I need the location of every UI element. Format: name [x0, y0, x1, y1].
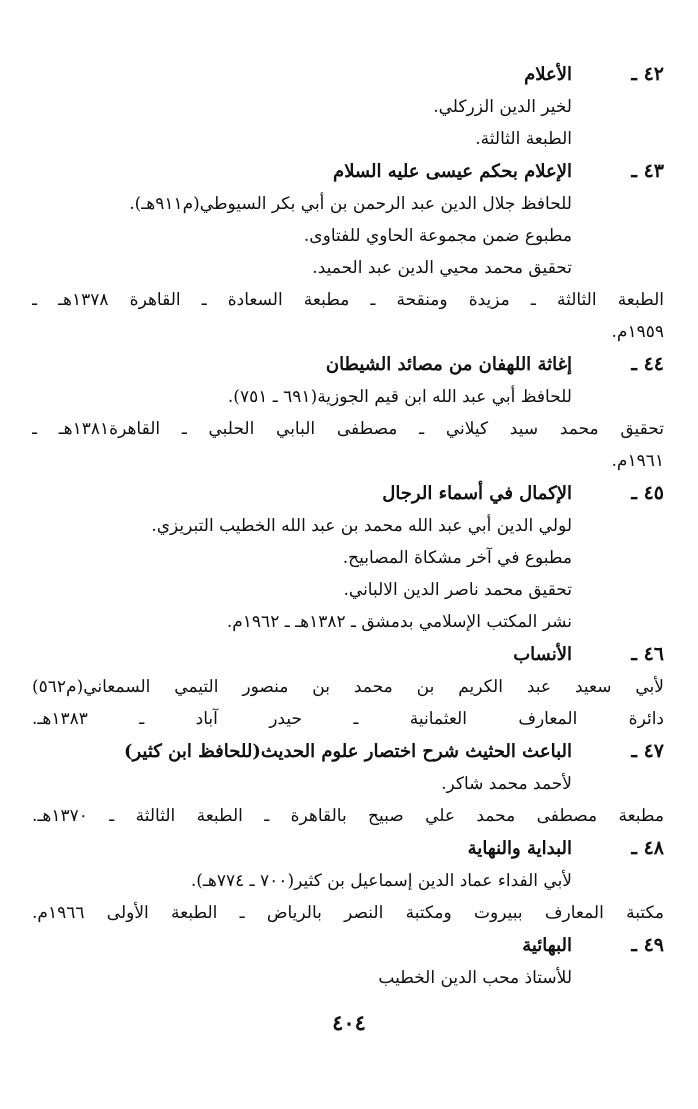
entry-detail-line: تحقيق محمد ناصر الدين الالباني. — [343, 580, 572, 600]
entry-title: الإكمال في أسماء الرجال — [382, 483, 572, 504]
entry-detail-line: مطبوع ضمن مجموعة الحاوي للفتاوى. — [303, 226, 572, 246]
bibliography-entry — [32, 929, 664, 994]
bibliography-entry — [32, 832, 664, 929]
entry-detail-line: ١٩٥٩م. — [611, 322, 664, 342]
entry-detail-line: الطبعة الثالثة ـ مزيدة ومنقحة ـ مطبعة السعادة ـ القاهرة ١٣٧٨هـ ـ — [32, 290, 664, 310]
entry-detail-line: تحقيق محمد سيد كيلاني ـ مصطفى البابي الحلبي ـ القاهرة١٣٨١هـ ـ — [32, 419, 664, 439]
entry-detail-line: لأبي الفداء عماد الدين إسماعيل بن كثير(٧٠٠ ـ ٧٧٤هـ). — [190, 871, 572, 891]
entry-title: الباعث الحثيث شرح اختصار علوم الحديث(للحافظ ابن كثير) — [123, 741, 572, 762]
bibliography-entry — [32, 638, 664, 735]
entry-title: إغاثة اللهفان من مصائد الشيطان — [325, 354, 572, 375]
entry-number: ٤٢ ـ — [631, 63, 664, 85]
entry-detail-line: مكتبة المعارف ببيروت ومكتبة النصر بالرياض ـ الطبعة الأولى ١٩٦٦م. — [32, 903, 664, 923]
entry-detail-line: لخير الدين الزركلي. — [433, 97, 572, 117]
entry-number: ٤٣ ـ — [631, 160, 664, 182]
entry-title: الأنساب — [513, 644, 572, 665]
bibliography-entry — [32, 348, 664, 477]
entry-detail-line: مطبوع في آخر مشكاة المصابيح. — [342, 548, 572, 568]
entry-title: الإعلام بحكم عيسى عليه السلام — [333, 161, 572, 182]
entry-heading — [32, 638, 664, 671]
entry-detail-line: ١٩٦١م. — [611, 451, 664, 471]
entry-number: ٤٧ ـ — [631, 740, 664, 762]
page-number: ٤٠٤ — [332, 1010, 366, 1035]
bibliography-entry — [32, 155, 664, 348]
entry-heading — [32, 929, 664, 962]
entry-heading — [32, 735, 664, 768]
entry-title: البداية والنهاية — [467, 838, 572, 859]
entry-number: ٤٥ ـ — [631, 482, 664, 504]
entry-detail-line: لأبي سعيد عبد الكريم بن محمد بن منصور التيمي السمعاني(م٥٦٢) — [32, 677, 664, 697]
entry-detail-line: الطبعة الثالثة. — [475, 129, 572, 149]
entry-number: ٤٦ ـ — [631, 643, 664, 665]
entry-detail-line: لولي الدين أبي عبد الله محمد بن عبد الله الخطيب التبريزي. — [151, 516, 572, 536]
entry-detail-line: تحقيق محمد محيي الدين عبد الحميد. — [312, 258, 572, 278]
entry-heading — [32, 348, 664, 381]
entry-detail-line: مطبعة مصطفى محمد علي صبيح بالقاهرة ـ الطبعة الثالثة ـ ١٣٧٠هـ. — [32, 806, 664, 826]
entry-number: ٤٤ ـ — [631, 353, 664, 375]
entry-title: البهائية — [522, 935, 572, 956]
entry-detail-line: للحافظ جلال الدين عبد الرحمن بن أبي بكر السيوطي(م٩١١هـ). — [129, 194, 572, 214]
bibliography-entry — [32, 477, 664, 638]
entry-title: الأعلام — [524, 64, 572, 85]
entry-number: ٤٩ ـ — [631, 934, 664, 956]
entry-heading — [32, 58, 664, 91]
bibliography-entry — [32, 58, 664, 155]
entry-number: ٤٨ ـ — [631, 837, 664, 859]
entry-detail-line: نشر المكتب الإسلامي بدمشق ـ ١٣٨٢هـ ـ ١٩٦٢م. — [226, 612, 572, 632]
entry-detail-line: لأحمد محمد شاكر. — [441, 774, 572, 794]
entry-detail-line: للحافظ أبي عبد الله ابن قيم الجوزية(٦٩١ ـ ٧٥١). — [227, 387, 572, 407]
entry-heading — [32, 832, 664, 865]
bibliography-entry — [32, 735, 664, 832]
entry-heading — [32, 477, 664, 510]
entry-detail-line: للأستاذ محب الدين الخطيب — [378, 968, 572, 988]
bibliography-page — [32, 58, 664, 994]
entry-heading — [32, 155, 664, 188]
entry-detail-line: دائرة المعارف العثمانية ـ حيدر آباد ـ ١٣٨٣هـ. — [32, 709, 664, 729]
